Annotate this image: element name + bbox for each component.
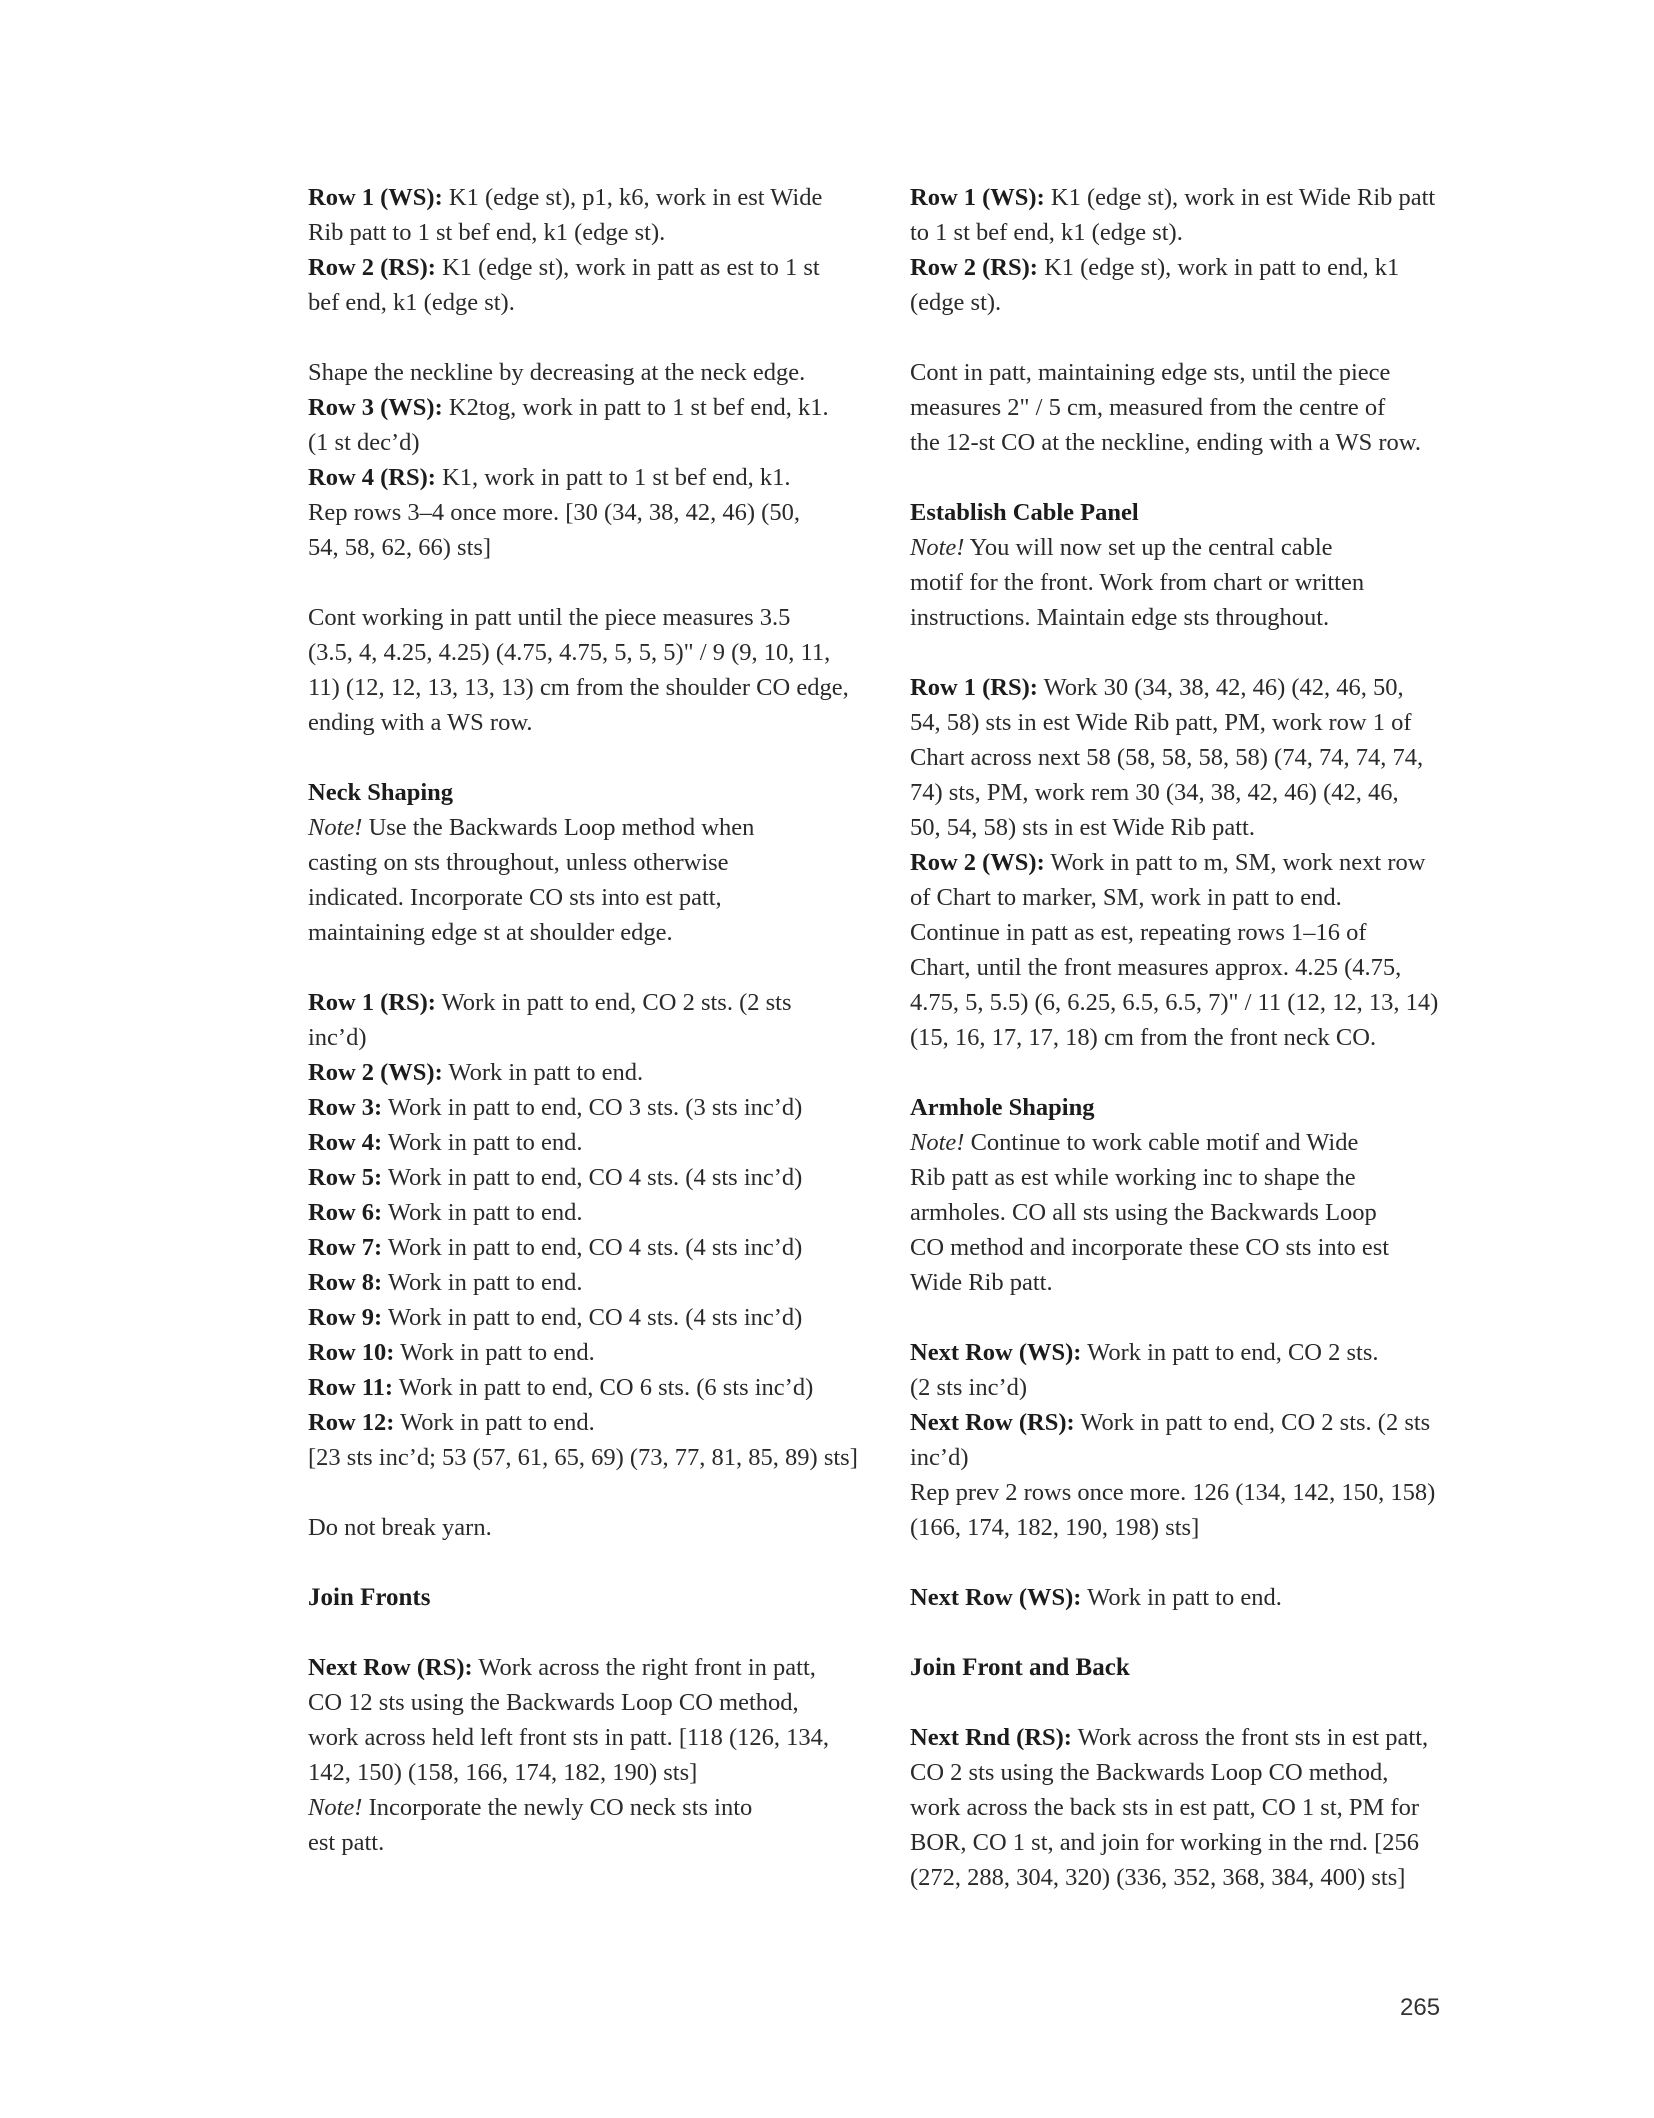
row-label: Row 11:: [308, 1374, 394, 1401]
row-label: Row 1 (WS):: [910, 184, 1045, 211]
row-text: Work across the right front in patt,: [472, 1654, 816, 1681]
text-line: work across held left front sts in patt. [118 (126, 134,: [308, 1724, 829, 1751]
text-line: (272, 288, 304, 320) (336, 352, 368, 384, 400) sts]: [910, 1864, 1406, 1891]
row-label: Row 7:: [308, 1234, 383, 1261]
row-text: Work in patt to m, SM, work next row: [1044, 849, 1426, 876]
row-label: Next Row (WS):: [910, 1339, 1082, 1366]
neck-shaping-block: [308, 775, 868, 950]
text-line: ending with a WS row.: [308, 709, 533, 736]
row-text: Work in patt to end.: [394, 1409, 595, 1436]
text-line: CO 12 sts using the Backwards Loop CO method,: [308, 1689, 799, 1716]
text-line: casting on sts throughout, unless otherwise: [308, 849, 729, 876]
row-text: inc’d): [308, 1024, 367, 1051]
row-line: [308, 1055, 868, 1090]
text-line: 54, 58) sts in est Wide Rib patt, PM, work row 1 of: [910, 709, 1412, 736]
text-line: measures 2" / 5 cm, measured from the centre of: [910, 394, 1386, 421]
row-line: [308, 1020, 868, 1055]
row-text: Work in patt to end, CO 3 sts. (3 sts inc’d): [382, 1094, 803, 1121]
cable-rows-block: [910, 670, 1470, 1055]
text-line: indicated. Incorporate CO sts into est patt,: [308, 884, 722, 911]
text-line: [910, 1125, 1470, 1160]
text-line: [910, 530, 1470, 565]
text-line: Shape the neckline by decreasing at the neck edge.: [308, 359, 806, 386]
text-line: (166, 174, 182, 190, 198) sts]: [910, 1514, 1200, 1541]
text-line: bef end, k1 (edge st).: [308, 289, 515, 316]
text-line: [308, 1650, 868, 1685]
join-front-back-heading-block: [910, 1650, 1470, 1685]
row-text: Work in patt to end, CO 4 sts. (4 sts inc’d): [382, 1164, 803, 1191]
row-text: K1 (edge st), p1, k6, work in est Wide: [442, 184, 823, 211]
do-not-break-block: [308, 1510, 868, 1545]
row-label: Next Row (RS):: [910, 1409, 1075, 1436]
text-line: 11) (12, 12, 13, 13, 13) cm from the shoulder CO edge,: [308, 674, 849, 701]
text-line: Chart, until the front measures approx. 4.25 (4.75,: [910, 954, 1402, 981]
armhole-shaping-block: [910, 1090, 1470, 1300]
note-text: Use the Backwards Loop method when: [362, 814, 755, 841]
text-line: Wide Rib patt.: [910, 1269, 1053, 1296]
text-line: 142, 150) (158, 166, 174, 182, 190) sts]: [308, 1759, 698, 1786]
row-text: K2tog, work in patt to 1 st bef end, k1.: [442, 394, 829, 421]
text-line: est patt.: [308, 1829, 385, 1856]
row-line: [308, 1440, 868, 1475]
cable-panel-heading: Establish Cable Panel: [910, 499, 1139, 526]
row-text: Work in patt to end, CO 4 sts. (4 sts inc’d): [382, 1234, 803, 1261]
row-line: [308, 985, 868, 1020]
row-text: K1, work in patt to 1 st bef end, k1.: [435, 464, 791, 491]
text-line: (15, 16, 17, 17, 18) cm from the front neck CO.: [910, 1024, 1377, 1051]
note-text: Incorporate the newly CO neck sts into: [362, 1794, 753, 1821]
text-line: [910, 1580, 1470, 1615]
row-label: Row 4:: [308, 1129, 383, 1156]
row-label: Row 3 (WS):: [308, 394, 443, 421]
row-line: [308, 1405, 868, 1440]
text-line: [308, 1790, 868, 1825]
row-label: Row 1 (RS):: [308, 989, 436, 1016]
text-line: Cont in patt, maintaining edge sts, until the piece: [910, 359, 1391, 386]
text-line: [910, 670, 1470, 705]
join-front-back-block: [910, 1720, 1470, 1895]
note-text: Continue to work cable motif and Wide: [964, 1129, 1359, 1156]
row-text: Work 30 (34, 38, 42, 46) (42, 46, 50,: [1037, 674, 1404, 701]
row-text: Work in patt to end.: [442, 1059, 644, 1086]
row-label: Row 4 (RS):: [308, 464, 436, 491]
row-label: Row 9:: [308, 1304, 383, 1331]
neck-rows-block: [308, 985, 868, 1475]
left-column: [308, 180, 868, 1895]
text-line: the 12-st CO at the neckline, ending with a WS row.: [910, 429, 1421, 456]
row-text: Work in patt to end.: [1081, 1584, 1282, 1611]
row-text: Work across the front sts in est patt,: [1071, 1724, 1429, 1751]
text-line: 4.75, 5, 5.5) (6, 6.25, 6.5, 6.5, 7)" / 11 (12, 12, 13, 14): [910, 989, 1439, 1016]
text-line: BOR, CO 1 st, and join for working in the rnd. [256: [910, 1829, 1420, 1856]
row-label: Row 2 (WS):: [308, 1059, 443, 1086]
right-column: [910, 180, 1470, 1930]
text-line: CO 2 sts using the Backwards Loop CO method,: [910, 1759, 1389, 1786]
text-line: Rep prev 2 rows once more. 126 (134, 142, 150, 158): [910, 1479, 1436, 1506]
text-line: Chart across next 58 (58, 58, 58, 58) (74, 74, 74, 74,: [910, 744, 1424, 771]
join-front-back-heading: Join Front and Back: [910, 1654, 1130, 1681]
note-text: You will now set up the central cable: [964, 534, 1333, 561]
text-line: (edge st).: [910, 289, 1002, 316]
text-line: [910, 845, 1470, 880]
text-line: (3.5, 4, 4.25, 4.25) (4.75, 4.75, 5, 5, 5)" / 9 (9, 10, 11,: [308, 639, 831, 666]
text-line: [910, 180, 1470, 215]
row-text: Work in patt to end.: [382, 1129, 583, 1156]
text-line: of Chart to marker, SM, work in patt to end.: [910, 884, 1342, 911]
row-label: Row 3:: [308, 1094, 383, 1121]
row-text: [23 sts inc’d; 53 (57, 61, 65, 69) (73, 77, 81, 85, 89) sts]: [308, 1444, 858, 1471]
text-line: 74) sts, PM, work rem 30 (34, 38, 42, 46) (42, 46,: [910, 779, 1399, 806]
note-label: Note!: [308, 814, 363, 841]
row-label: Row 12:: [308, 1409, 395, 1436]
text-line: [308, 390, 868, 425]
text-line: 54, 58, 62, 66) sts]: [308, 534, 492, 561]
row-line: [308, 1335, 868, 1370]
row-label: Next Row (RS):: [308, 1654, 473, 1681]
text-line: instructions. Maintain edge sts throughout.: [910, 604, 1330, 631]
text-line: Cont working in patt until the piece measures 3.5: [308, 604, 791, 631]
row-label: Row 2 (RS):: [308, 254, 436, 281]
text-line: Rib patt to 1 st bef end, k1 (edge st).: [308, 219, 666, 246]
cable-panel-block: [910, 495, 1470, 635]
row-label: Row 1 (RS):: [910, 674, 1038, 701]
armhole-rows-block: [910, 1335, 1470, 1545]
row-text: Work in patt to end.: [382, 1199, 583, 1226]
note-label: Note!: [910, 534, 965, 561]
text-line: armholes. CO all sts using the Backwards Loop: [910, 1199, 1377, 1226]
row-text: Work in patt to end, CO 6 sts. (6 sts inc’d): [393, 1374, 814, 1401]
text-line: [910, 1335, 1470, 1370]
note-label: Note!: [308, 1794, 363, 1821]
text-line: 50, 54, 58) sts in est Wide Rib patt.: [910, 814, 1255, 841]
text-line: Rep rows 3–4 once more. [30 (34, 38, 42, 46) (50,: [308, 499, 800, 526]
join-fronts-block: [308, 1650, 868, 1860]
text-line: [308, 810, 868, 845]
row-line: [308, 1125, 868, 1160]
text-line: [910, 1720, 1470, 1755]
cont-patt-block: [910, 355, 1470, 460]
row-label: Row 2 (WS):: [910, 849, 1045, 876]
row-label: Next Row (WS):: [910, 1584, 1082, 1611]
text-line: CO method and incorporate these CO sts into est: [910, 1234, 1390, 1261]
neckline-decrease-block: [308, 355, 868, 565]
row-label: Next Rnd (RS):: [910, 1724, 1072, 1751]
text-line: to 1 st bef end, k1 (edge st).: [910, 219, 1183, 246]
text-line: (2 sts inc’d): [910, 1374, 1028, 1401]
row-text: Work in patt to end.: [382, 1269, 583, 1296]
row-label: Row 2 (RS):: [910, 254, 1038, 281]
text-line: Do not break yarn.: [308, 1514, 492, 1541]
row-line: [308, 1195, 868, 1230]
neck-shaping-heading: Neck Shaping: [308, 779, 454, 806]
row-text: K1 (edge st), work in patt to end, k1: [1037, 254, 1400, 281]
note-label: Note!: [910, 1129, 965, 1156]
text-line: work across the back sts in est patt, CO 1 st, PM for: [910, 1794, 1419, 1821]
row-text: Work in patt to end, CO 4 sts. (4 sts inc’d): [382, 1304, 803, 1331]
row-text: Work in patt to end, CO 2 sts.: [1081, 1339, 1379, 1366]
join-fronts-heading: Join Fronts: [308, 1584, 431, 1611]
continue-patt-block: [308, 600, 868, 740]
join-fronts-heading-block: [308, 1580, 868, 1615]
row-line: [308, 1090, 868, 1125]
row-text: Work in patt to end, CO 2 sts. (2 sts: [1074, 1409, 1431, 1436]
next-row-block: [910, 1580, 1470, 1615]
row-line: [308, 1160, 868, 1195]
row-label: Row 6:: [308, 1199, 383, 1226]
text-line: [308, 250, 868, 285]
row-text: Work in patt to end, CO 2 sts. (2 sts: [435, 989, 792, 1016]
text-line: inc’d): [910, 1444, 969, 1471]
row-text: K1 (edge st), work in patt as est to 1 st: [435, 254, 820, 281]
row-label: Row 10:: [308, 1339, 395, 1366]
row-label: Row 8:: [308, 1269, 383, 1296]
armhole-shaping-heading: Armhole Shaping: [910, 1094, 1095, 1121]
text-line: motif for the front. Work from chart or written: [910, 569, 1365, 596]
row-line: [308, 1265, 868, 1300]
text-line: [910, 250, 1470, 285]
row-label: Row 5:: [308, 1164, 383, 1191]
row-label: Row 1 (WS):: [308, 184, 443, 211]
row-line: [308, 1230, 868, 1265]
text-line: Rib patt as est while working inc to shape the: [910, 1164, 1356, 1191]
text-line: maintaining edge st at shoulder edge.: [308, 919, 673, 946]
row-text: Work in patt to end.: [394, 1339, 595, 1366]
row-instructions-block: [308, 180, 868, 320]
row-text: K1 (edge st), work in est Wide Rib patt: [1044, 184, 1436, 211]
text-line: [308, 460, 868, 495]
text-line: [308, 180, 868, 215]
row-line: [308, 1370, 868, 1405]
row-instructions-block: [910, 180, 1470, 320]
text-line: [910, 1405, 1470, 1440]
text-line: (1 st dec’d): [308, 429, 420, 456]
text-line: Continue in patt as est, repeating rows 1–16 of: [910, 919, 1367, 946]
page-number: 265: [1400, 1994, 1441, 2021]
row-line: [308, 1300, 868, 1335]
